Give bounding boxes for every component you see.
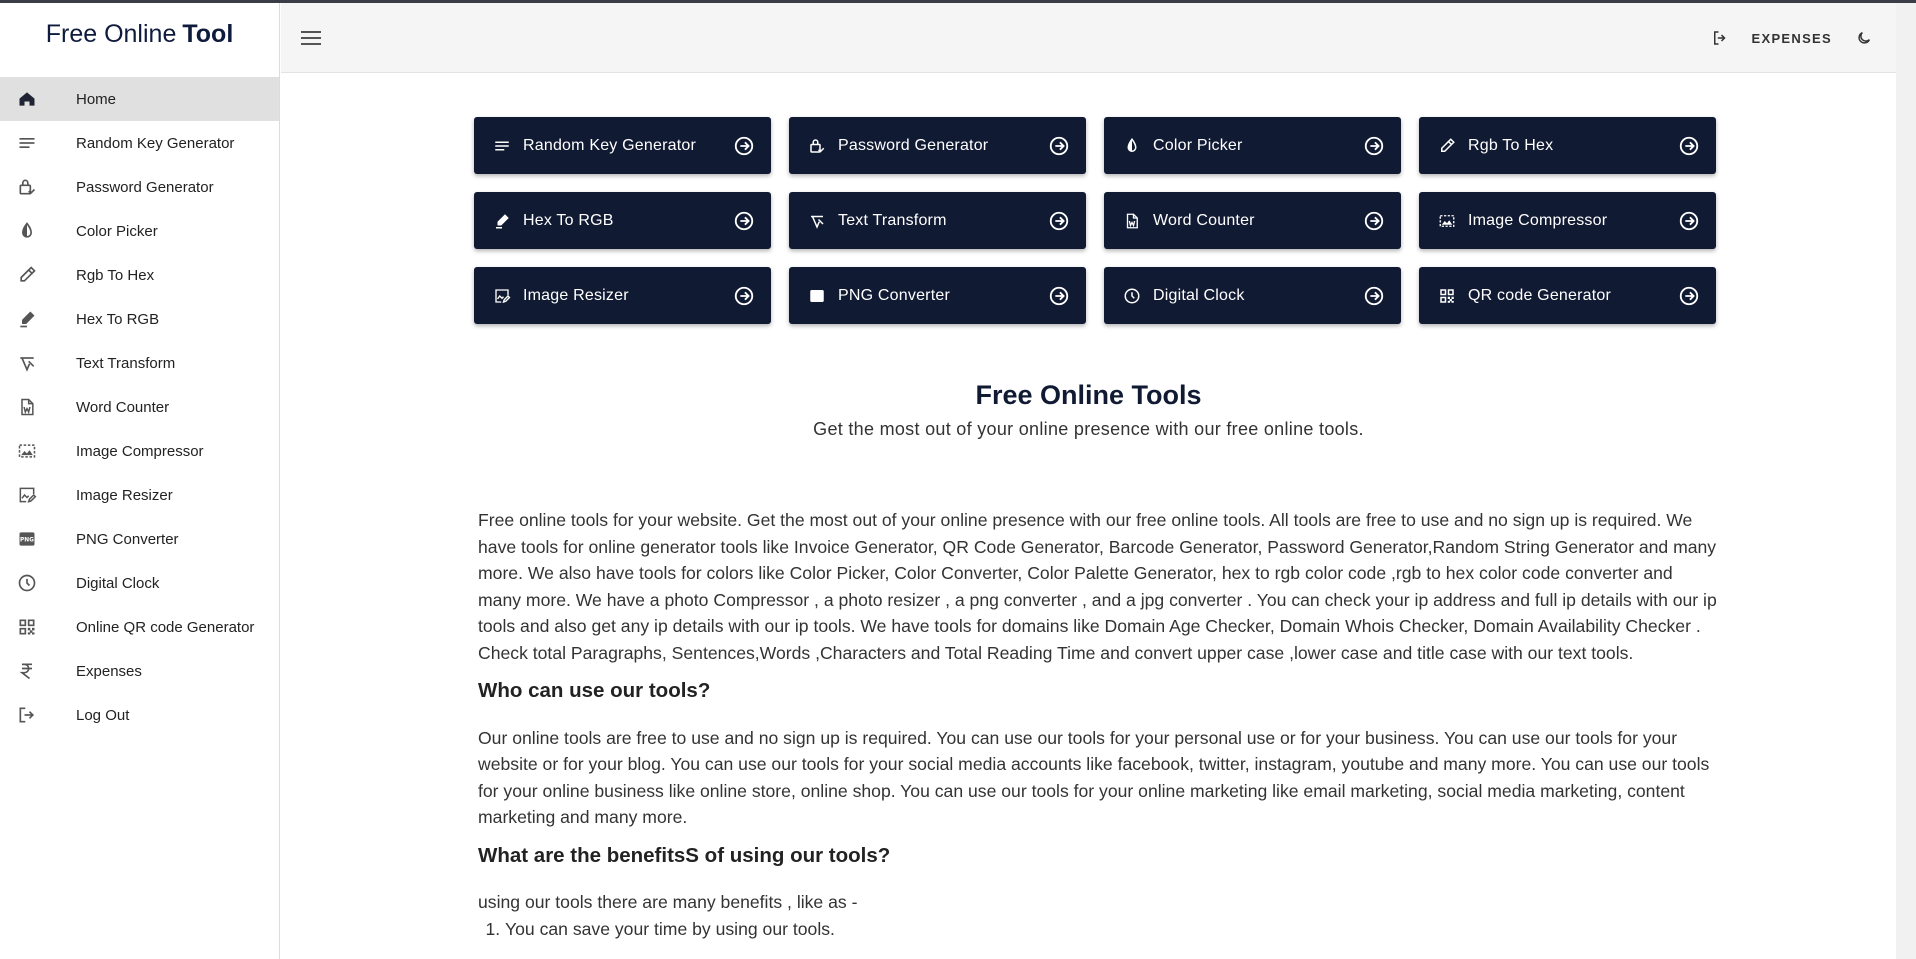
text-rotate-icon [807,211,827,231]
arrow-circle-right-icon [1678,210,1700,232]
arrow-circle-right-icon [1678,135,1700,157]
image-compress-icon [16,440,38,462]
benefits-list [478,916,1718,943]
image-edit-icon [492,286,512,306]
sidebar-item-home[interactable] [0,77,279,121]
expenses-button[interactable]: EXPENSES [1751,30,1832,46]
text-rotate-icon [16,352,38,374]
tool-card-qr-code-generator[interactable] [1419,267,1716,324]
arrow-circle-right-icon [1048,135,1070,157]
sidebar-item-label: Home [76,90,117,108]
eyedropper-icon [16,264,38,286]
sidebar-item-label: Log Out [76,706,130,724]
word-doc-icon [1122,211,1142,231]
logout-icon [16,704,38,726]
sidebar-item-label: Word Counter [76,398,170,416]
menu-toggle-button[interactable] [297,25,325,51]
sidebar-item-label: Password Generator [76,178,214,196]
theme-toggle-button[interactable] [1852,26,1876,50]
page-subtitle: Get the most out of your online presence with our free online tools. [813,419,1364,439]
qr-icon [1437,286,1457,306]
article [478,507,1718,942]
sidebar-item-color-picker[interactable] [0,209,279,253]
tool-card-label: Random Key Generator [523,136,696,154]
tool-card-color-picker[interactable] [1104,117,1401,174]
sidebar-item-image-resizer[interactable] [0,473,279,517]
brand-name-prefix: Free Online [45,19,177,48]
tool-card-label: QR code Generator [1468,286,1612,304]
contrast-icon [16,220,38,242]
contrast-icon [1122,136,1142,156]
logout-icon [1711,29,1729,47]
svg-text:PNG: PNG [810,293,824,300]
rupee-icon [16,660,38,682]
pen-icon [16,308,38,330]
pen-icon [492,211,512,231]
tool-card-label: Word Counter [1153,211,1255,229]
sidebar-item-label: Text Transform [76,354,176,372]
sidebar-item-log-out[interactable] [0,693,279,737]
arrow-circle-right-icon [1363,135,1385,157]
sidebar-item-label: Image Resizer [76,486,173,504]
sidebar-item-label: Digital Clock [76,574,160,592]
sidebar-item-png-converter[interactable] [0,517,279,561]
sidebar-item-online-qr-code-generator[interactable] [0,605,279,649]
logout-button[interactable] [1708,26,1732,50]
list-item: 1. You can save your time by using our tools. [505,916,1718,943]
tool-card-word-counter[interactable] [1104,192,1401,249]
window-top-border [0,0,1916,3]
sidebar [0,3,280,959]
arrow-circle-right-icon [733,285,755,307]
tool-card-hex-to-rgb[interactable] [474,192,771,249]
tool-card-text-transform[interactable] [789,192,1086,249]
eyedropper-icon [1437,136,1457,156]
lock-check-icon [16,176,38,198]
tool-card-random-key-generator[interactable] [474,117,771,174]
sidebar-item-image-compressor[interactable] [0,429,279,473]
sidebar-item-label: Rgb To Hex [76,266,155,284]
who-paragraph: Our online tools are free to use and no sign up is required. You can use our tools for your personal use or for your business. You can use our tools for your website or for your blog. You can use our tools for your social media accounts like facebook, twitter, instagram, youtube and many more. You can use our tools for your online business like online store, online shop. You can use our tools for your online marketing like email marketing, social media marketing, content marketing and many more. [478,727,1710,827]
moon-icon [1856,30,1872,46]
tool-card-rgb-to-hex[interactable] [1419,117,1716,174]
tool-card-label: Image Resizer [523,286,629,304]
who-heading: Who can use our tools? [478,679,711,702]
sidebar-item-label: Expenses [76,662,142,680]
sidebar-item-password-generator[interactable] [0,165,279,209]
intro-paragraph: Free online tools for your website. Get the most out of your online presence with our free online tools. All tools are free to use and no sign up is required. We have tools for online generator tools like Invoice Generator, QR Code Generator, Barcode Generator, Password Generator,Random String Generator and many more. We also have tools for colors like Color Picker, Color Converter, Color Palette Generator, hex to rgb color code ,rgb to hex color code converter and many more. We have a photo Compressor , a photo resizer , a png converter , and a jpg converter . You can check your ip address and full ip details with our ip tools and also get any ip details with our ip tools. We have tools for domains like Domain Age Checker, Domain Whois Checker, Domain Availability Checker . Check total Paragraphs, Sentences,Words ,Characters and Total Reading Time and convert upper case ,lower case and title case with our text tools. [478,510,1717,663]
scrollbar[interactable] [1896,3,1916,959]
png-icon [16,528,38,550]
word-doc-icon [16,396,38,418]
app-bar [281,3,1916,73]
sidebar-item-digital-clock[interactable] [0,561,279,605]
tool-card-png-converter[interactable] [789,267,1086,324]
tool-grid [474,117,1717,324]
image-compress-icon [1437,211,1457,231]
tool-card-label: Digital Clock [1153,286,1245,304]
main-content [281,74,1896,959]
svg-text:PNG: PNG [20,537,34,544]
arrow-circle-right-icon [1363,285,1385,307]
home-icon [16,88,38,110]
sidebar-item-text-transform[interactable] [0,341,279,385]
brand-logo[interactable] [0,3,279,65]
brand-name-bold: Tool [182,19,234,48]
arrow-circle-right-icon [1048,210,1070,232]
benefits-heading: What are the benefitsS of using our tools? [478,843,891,867]
tool-card-label: PNG Converter [838,286,950,304]
arrow-circle-right-icon [733,135,755,157]
image-edit-icon [16,484,38,506]
tool-card-label: Image Compressor [1468,211,1608,229]
tool-card-digital-clock[interactable] [1104,267,1401,324]
sidebar-item-hex-to-rgb[interactable] [0,297,279,341]
sidebar-item-label: Hex To RGB [76,310,160,328]
tool-card-label: Password Generator [838,136,989,154]
clock-icon [16,572,38,594]
tool-card-password-generator[interactable] [789,117,1086,174]
lines-icon [16,132,38,154]
benefits-intro: using our tools there are many benefits , like as - [478,892,858,912]
qr-icon [16,616,38,638]
lock-check-icon [807,136,827,156]
hamburger-icon [301,30,321,46]
sidebar-item-label: PNG Converter [76,530,179,548]
sidebar-item-random-key-generator[interactable] [0,121,279,165]
png-icon [807,286,827,306]
sidebar-item-expenses[interactable] [0,649,279,693]
tool-card-label: Text Transform [838,211,947,229]
page-title: Free Online Tools [975,380,1202,410]
sidebar-nav [0,77,279,737]
clock-icon [1122,286,1142,306]
lines-icon [492,136,512,156]
sidebar-item-label: Online QR code Generator [76,618,255,636]
sidebar-item-rgb-to-hex[interactable] [0,253,279,297]
sidebar-item-label: Image Compressor [76,442,204,460]
sidebar-item-label: Random Key Generator [76,134,235,152]
scrollbar-thumb[interactable] [1901,3,1911,959]
sidebar-item-word-counter[interactable] [0,385,279,429]
arrow-circle-right-icon [1048,285,1070,307]
tool-card-label: Rgb To Hex [1468,136,1554,154]
tool-card-image-resizer[interactable] [474,267,771,324]
arrow-circle-right-icon [1678,285,1700,307]
arrow-circle-right-icon [1363,210,1385,232]
tool-card-label: Hex To RGB [523,211,614,229]
tool-card-image-compressor[interactable] [1419,192,1716,249]
tool-card-label: Color Picker [1153,136,1243,154]
sidebar-item-label: Color Picker [76,222,158,240]
arrow-circle-right-icon [733,210,755,232]
